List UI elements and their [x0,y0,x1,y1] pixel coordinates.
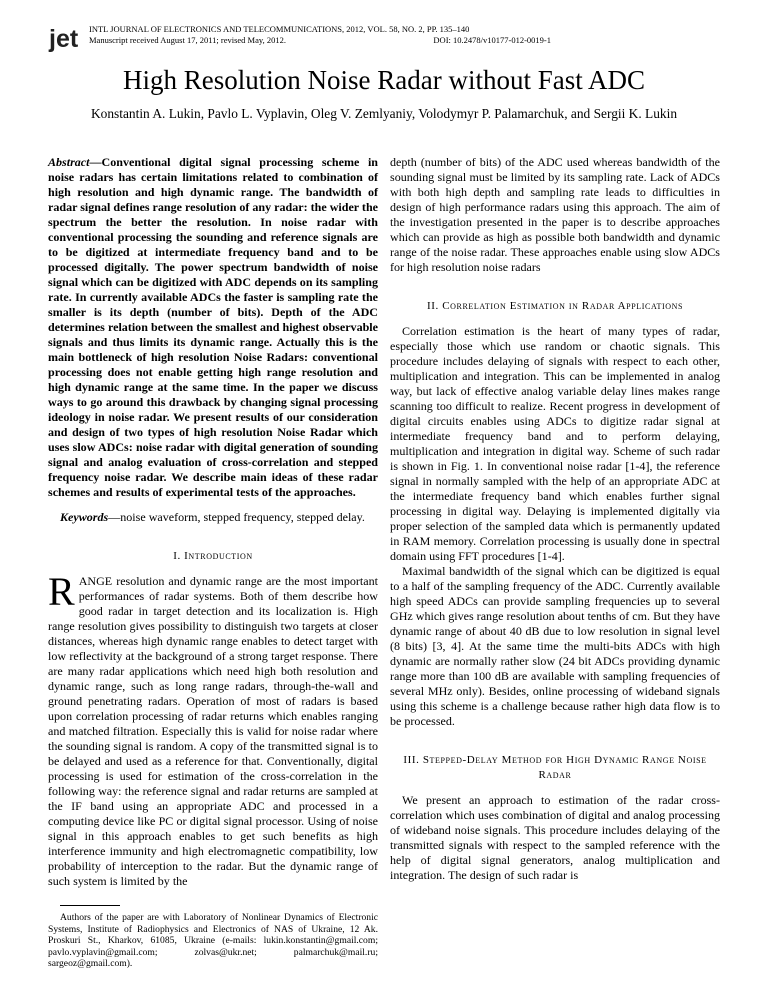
correlation-paragraph-2: Maximal bandwidth of the signal which can be digitized is equal to a half of the sampling frequency of the ADC. Currently available high speed ADCs can provide sampling frequencies up to several GHz which gives range resolution about tenths of cm. But they have dynamic range of about 40 dB due to low resolution in signal level (8 bits) [3, 4]. At the same time the multi-bits ADCs with high dynamic are normally rather slow (24 bit ADCs providing dynamic range more than 100 dB are available with sampling frequencies of several MHz only). Besides, online processing of wideband signals using this scheme is a challenge because rather high data flow is to be processed. [390,564,720,728]
drop-cap: R [48,569,75,614]
section-heading-introduction: I. Introduction [173,550,253,562]
page-header [48,16,720,56]
intro-continuation: depth (number of bits) of the ADC used whereas bandwidth of the sounding signal must be limited by its sampling rate. Lack of ADCs with both high depth and sampling rate leads to difficulties in design of high performance radars using this approach. The aim of the investigation presented in the paper is to describe approaches which can provide as high as possible both bandwidth and dynamic range of the noise radar. These approaches enable using slow ADCs for high resolution noise radars [390,155,720,274]
logo-text: jet [49,25,79,53]
keywords-label: Keywords [60,510,109,524]
intro-paragraph [48,569,378,889]
abstract [48,155,378,500]
manuscript-dates: Manuscript received August 17, 2011; revised May, 2012. [89,35,286,45]
abstract-text: —Conventional digital signal processing scheme in noise radars has certain limitations related to combination of high resolution and high dynamic range. The bandwidth of radar signal defines range resolution of any radar: the wider the spectrum the better the resolution. In noise radar with conventional processing the sounding and reference signals are to be digitized at intermediate frequency band and to be processed digitally. The power spectrum bandwidth of noise signal which can be digitized with ADC depends on its sampling rate. In currently available ADCs the faster is sampling rate the smaller is its depth (number of bits). Depth of the ADC determines relation between the smallest and highest observable signals and thus limits its dynamic range. Actually this is the main bottleneck of high resolution Noise Radars: conventional processing does not enable getting high range resolution and high dynamic range at the same time. In the paper we discuss ways to go around this drawback by changing signal processing ideology in noise radar. We present results of our consideration and design of two types of high resolution Noise Radar which uses slow ADCs: noise radar with digital generation of sounding signal and analog evaluation of cross-correlation and stepped frequency noise radar. We describe main ideas of these radar schemes and results of experimental tests of the approaches. [48,155,378,499]
keywords-text: —noise waveform, stepped frequency, stepped delay. [108,510,365,524]
footnote-divider [60,905,120,906]
keywords [48,510,378,525]
journal-citation: INTL JOURNAL OF ELECTRONICS AND TELECOMMUNICATIONS, 2012, VOL. 58, NO. 2, PP. 135–140 [89,24,470,34]
author-affiliation-footnote: Authors of the paper are with Laboratory of Nonlinear Dynamics of Electronic Systems, Institute of Radiophysics and Electronics of NAS of Ukraine, 12 Ak. Proskuri St., Kharkov, 61085, Ukraine (e-mails: lukin.konstantin@gmail.com; pavlo.vyplavin@gmail.com; zolvas@ukr.net; palmarchuk@mail.ru; sargeoz@gmail.com). [48,912,378,969]
intro-text: ANGE resolution and dynamic range are the most important performances of radar systems. Both of them describe how good radar in target detection and its localization is. High range resolution gives possibility to distinguish two targets at closer distances, whereas high dynamic range enables to detect target with low reflectivity at the background of a strong target response. There are many radar applications which need high both resolution and dynamic range, such as long range radars, through-the-wall and ground penetrating radars. Operation of most of radars is based upon correlation processing of radar returns which enables ranging and matched filtration. Especially this is valid for noise radar where the sounding signal is random. A copy of the transmitted signal is to be delayed and used as a reference for that. Conventionally, digital processing is used for estimation of the cross-correlation in the following way: the reference signal and radar returns are sampled at the IF band using an appropriate ADC and processed in a computing device like PC or digital signal processor. Using of noise signal in this approach enables to get such benefits as high interference immunity and high electromagnetic compatibility, low probability of interception to the radar. But the dynamic range of such system is limited by the [48,574,378,888]
section-heading-correlation: II. Correlation Estimation in Radar Applications [426,300,684,312]
paper-title: High Resolution Noise Radar without Fast ADC [123,65,645,95]
journal-logo [48,16,88,56]
left-column [48,155,378,970]
doi: DOI: 10.2478/v10177-012-0019-1 [433,35,551,45]
stepped-delay-paragraph-1: We present an approach to estimation of the radar cross-correlation which uses combination of digital and analog processing of wideband noise signals. This procedure includes delaying of the transmitted signals with respect to the sampled reference with the help of digital signal generators, analog multiplication and integration. The design of such radar is [390,793,720,882]
right-column [390,155,720,883]
abstract-label: Abstract [48,155,90,169]
correlation-paragraph-1: Correlation estimation is the heart of many types of radar, especially those which use random or chaotic signals. This procedure includes delaying of signals with respect to each other, multiplication and integration. This can be implemented in analog way, but lack of effective analog variable delay lines makes range scanning too difficult to realize. Recent progress in development of digital circuits enables using ADCs to digitize radar signal at intermediate frequency band and to perform delaying, multiplication and integration in digital way. Scheme of such radar is shown in Fig. 1. In conventional noise radar [1-4], the reference signal in normally sampled with the help of an appropriate ADC at the intermediate frequency band which enables further signal processing in digital way. Delaying is implemented digitally via proper selection of the sampled data which is permanently updated in RAM memory. Correlation processing is usually done in spectral domain using FFT procedures [1-4]. [390,324,720,563]
author-list: Konstantin A. Lukin, Pavlo L. Vyplavin, Oleg V. Zemlyaniy, Volodymyr P. Palamarchuk, and Sergii K. Lukin [90,106,678,121]
section-heading-stepped-delay: III. Stepped-Delay Method for High Dynamic Range Noise Radar [403,754,707,781]
